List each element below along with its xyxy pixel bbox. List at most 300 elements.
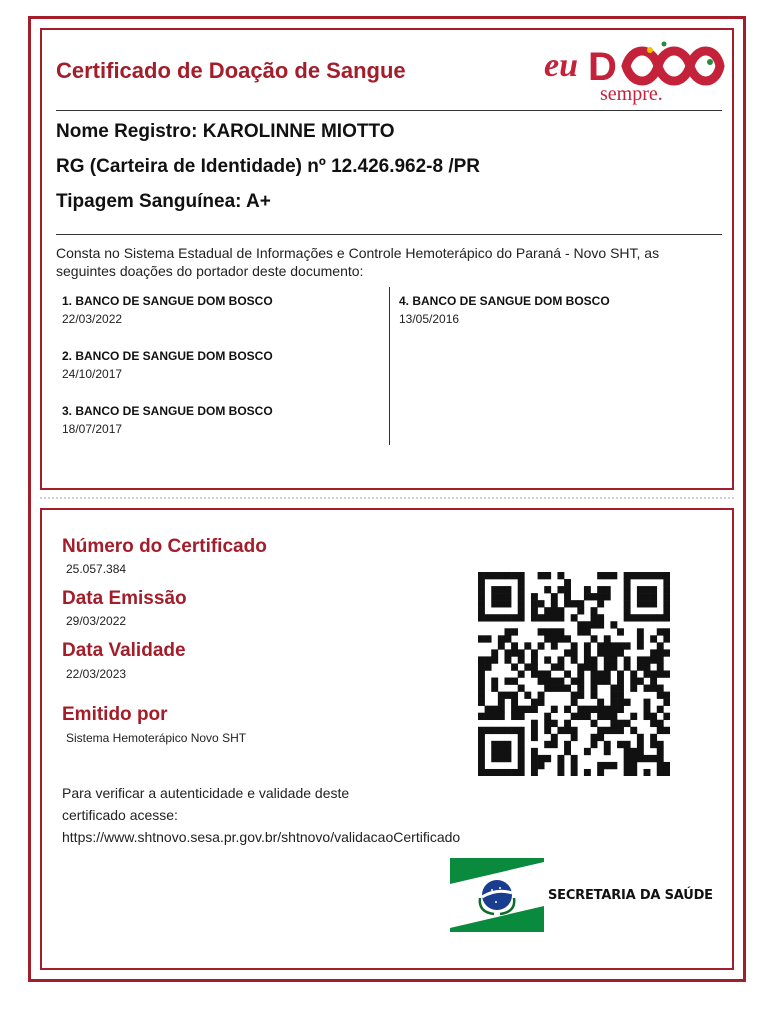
qr-module <box>557 614 564 621</box>
qr-module <box>624 593 631 600</box>
donation-item <box>62 294 273 326</box>
qr-module <box>524 692 531 699</box>
qr-module <box>663 649 670 656</box>
qr-module <box>504 692 511 699</box>
qr-module <box>491 748 498 755</box>
qr-module <box>518 600 525 607</box>
qr-module <box>557 572 564 579</box>
qr-module <box>504 593 511 600</box>
qr-module <box>577 685 584 692</box>
qr-module <box>531 600 538 607</box>
qr-module <box>485 663 492 670</box>
qr-module <box>498 572 505 579</box>
qr-module <box>544 656 551 663</box>
qr-module <box>498 713 505 720</box>
qr-module <box>610 656 617 663</box>
qr-code[interactable] <box>478 572 670 776</box>
qr-module <box>564 727 571 734</box>
qr-module <box>584 621 591 628</box>
qr-module <box>624 762 631 769</box>
name-registry: Nome Registro: KAROLINNE MIOTTO <box>56 121 395 142</box>
qr-module <box>663 579 670 586</box>
qr-module <box>538 600 545 607</box>
qr-module <box>571 699 578 706</box>
qr-module <box>657 706 664 713</box>
qr-module <box>504 741 511 748</box>
qr-module <box>564 670 571 677</box>
qr-module <box>657 670 664 677</box>
qr-module <box>604 635 611 642</box>
qr-module <box>657 692 664 699</box>
qr-module <box>478 656 485 663</box>
qr-module <box>663 727 670 734</box>
qr-module <box>498 699 505 706</box>
qr-module <box>617 692 624 699</box>
qr-module <box>571 678 578 685</box>
qr-module <box>538 755 545 762</box>
qr-module <box>544 614 551 621</box>
qr-module <box>551 628 558 635</box>
qr-module <box>637 635 644 642</box>
qr-module <box>564 586 571 593</box>
qr-module <box>498 600 505 607</box>
qr-module <box>551 593 558 600</box>
qr-module <box>544 572 551 579</box>
qr-module <box>597 734 604 741</box>
qr-module <box>657 572 664 579</box>
donation-date: 22/03/2022 <box>62 312 123 326</box>
qr-module <box>657 649 664 656</box>
qr-module <box>604 670 611 677</box>
qr-module <box>630 727 637 734</box>
qr-module <box>610 713 617 720</box>
qr-module <box>478 663 485 670</box>
qr-module <box>478 748 485 755</box>
qr-module <box>663 670 670 677</box>
qr-module <box>544 607 551 614</box>
qr-module <box>538 670 545 677</box>
logo-dot-green2-icon <box>662 42 667 47</box>
donation-bank: 3. BANCO DE SANGUE DOM BOSCO <box>62 404 273 418</box>
qr-module <box>557 656 564 663</box>
qr-module <box>657 741 664 748</box>
qr-module <box>478 593 485 600</box>
qr-module <box>577 607 584 614</box>
qr-module <box>478 692 485 699</box>
qr-module <box>584 663 591 670</box>
qr-module <box>485 614 492 621</box>
qr-module <box>498 593 505 600</box>
qr-module <box>663 699 670 706</box>
donation-date: 13/05/2016 <box>399 312 460 326</box>
qr-module <box>557 685 564 692</box>
qr-module <box>538 642 545 649</box>
qr-module <box>644 706 651 713</box>
qr-module <box>478 727 485 734</box>
qr-module <box>544 727 551 734</box>
qr-module <box>591 656 598 663</box>
qr-module <box>630 572 637 579</box>
qr-module <box>637 614 644 621</box>
qr-module <box>491 586 498 593</box>
qr-module <box>657 614 664 621</box>
qr-module <box>557 769 564 776</box>
qr-module <box>610 642 617 649</box>
qr-module <box>650 572 657 579</box>
qr-module <box>644 670 651 677</box>
qr-module <box>610 692 617 699</box>
qr-module <box>557 727 564 734</box>
qr-module <box>504 586 511 593</box>
qr-module <box>531 727 538 734</box>
qr-module <box>584 628 591 635</box>
qr-module <box>630 685 637 692</box>
qr-module <box>511 614 518 621</box>
qr-module <box>518 685 525 692</box>
qr-module <box>610 727 617 734</box>
qr-module <box>650 720 657 727</box>
qr-module <box>657 663 664 670</box>
qr-module <box>504 656 511 663</box>
eudoo-logo <box>540 36 730 106</box>
qr-module <box>485 727 492 734</box>
qr-module <box>584 656 591 663</box>
qr-module <box>478 762 485 769</box>
panel-separator <box>40 497 734 499</box>
qr-module <box>584 586 591 593</box>
qr-module <box>511 663 518 670</box>
qr-module <box>551 614 558 621</box>
qr-module <box>531 663 538 670</box>
qr-module <box>597 593 604 600</box>
qr-module <box>624 572 631 579</box>
qr-module <box>577 692 584 699</box>
qr-module <box>511 649 518 656</box>
qr-module <box>531 607 538 614</box>
qr-module <box>610 706 617 713</box>
qr-module <box>551 678 558 685</box>
page-title: Certificado de Doação de Sangue <box>56 58 406 83</box>
qr-module <box>637 600 644 607</box>
qr-module <box>504 727 511 734</box>
qr-module <box>557 755 564 762</box>
qr-module <box>551 734 558 741</box>
qr-module <box>491 727 498 734</box>
qr-module <box>650 656 657 663</box>
qr-module <box>551 600 558 607</box>
qr-module <box>485 706 492 713</box>
qr-module <box>610 762 617 769</box>
qr-module <box>518 706 525 713</box>
qr-module <box>624 699 631 706</box>
qr-module <box>478 607 485 614</box>
qr-module <box>538 628 545 635</box>
qr-module <box>584 593 591 600</box>
qr-module <box>591 692 598 699</box>
qr-module <box>637 663 644 670</box>
qr-module <box>511 706 518 713</box>
info-divider <box>56 234 722 235</box>
qr-module <box>617 741 624 748</box>
qr-module <box>504 678 511 685</box>
qr-module <box>644 586 651 593</box>
qr-module <box>577 628 584 635</box>
qr-module <box>663 635 670 642</box>
qr-module <box>650 678 657 685</box>
qr-module <box>644 755 651 762</box>
qr-module <box>544 713 551 720</box>
qr-module <box>597 642 604 649</box>
qr-module <box>650 685 657 692</box>
qr-module <box>657 755 664 762</box>
qr-module <box>637 755 644 762</box>
qr-module <box>531 699 538 706</box>
qr-module <box>571 600 578 607</box>
qr-module <box>650 586 657 593</box>
qr-module <box>610 720 617 727</box>
qr-module <box>617 678 624 685</box>
qr-module <box>551 685 558 692</box>
qr-module <box>577 713 584 720</box>
qr-module <box>551 642 558 649</box>
qr-module <box>617 685 624 692</box>
qr-module <box>478 741 485 748</box>
qr-module <box>498 692 505 699</box>
qr-module <box>630 769 637 776</box>
qr-module <box>637 593 644 600</box>
qr-module <box>624 579 631 586</box>
donation-item <box>62 349 273 381</box>
qr-module <box>491 685 498 692</box>
qr-module <box>478 635 485 642</box>
qr-module <box>518 727 525 734</box>
qr-module <box>617 706 624 713</box>
issuer-label: Emitido por <box>62 704 168 725</box>
qr-module <box>630 614 637 621</box>
qr-module <box>511 769 518 776</box>
qr-module <box>511 642 518 649</box>
qr-module <box>637 628 644 635</box>
qr-module <box>604 727 611 734</box>
qr-module <box>571 755 578 762</box>
qr-module <box>604 656 611 663</box>
secretaria-saude-label: SECRETARIA DA SAÚDE <box>548 888 713 903</box>
qr-module <box>531 755 538 762</box>
qr-module <box>491 600 498 607</box>
qr-module <box>531 720 538 727</box>
qr-module <box>644 769 651 776</box>
blood-type: Tipagem Sanguínea: A+ <box>56 191 271 212</box>
qr-module <box>478 614 485 621</box>
qr-module <box>597 727 604 734</box>
qr-module <box>518 762 525 769</box>
qr-module <box>637 656 644 663</box>
logo-dot-yellow-icon <box>647 47 653 53</box>
donation-item <box>399 294 610 326</box>
qr-module <box>511 692 518 699</box>
parana-flag-icon <box>450 858 544 932</box>
qr-module <box>644 713 651 720</box>
qr-module <box>604 741 611 748</box>
qr-module <box>604 649 611 656</box>
qr-module <box>478 755 485 762</box>
qr-module <box>571 649 578 656</box>
qr-module <box>644 685 651 692</box>
qr-module <box>557 762 564 769</box>
qr-module <box>663 769 670 776</box>
donation-date: 24/10/2017 <box>62 367 123 381</box>
certificate-number-value: 25.057.384 <box>66 562 127 576</box>
qr-module <box>604 748 611 755</box>
qr-module <box>531 614 538 621</box>
qr-module <box>577 600 584 607</box>
qr-module <box>518 593 525 600</box>
qr-module <box>498 741 505 748</box>
qr-module <box>511 713 518 720</box>
header-divider <box>56 110 722 111</box>
qr-module <box>630 748 637 755</box>
qr-module <box>551 607 558 614</box>
qr-module <box>624 614 631 621</box>
qr-module <box>485 713 492 720</box>
qr-module <box>637 748 644 755</box>
qr-module <box>485 635 492 642</box>
qr-module <box>577 621 584 628</box>
qr-module <box>557 663 564 670</box>
qr-module <box>485 656 492 663</box>
issuer-value: Sistema Hemoterápico Novo SHT <box>66 731 247 745</box>
qr-module <box>644 656 651 663</box>
validity-date-label: Data Validade <box>62 640 186 661</box>
qr-module <box>577 678 584 685</box>
qr-module <box>498 642 505 649</box>
qr-module <box>644 614 651 621</box>
qr-module <box>663 762 670 769</box>
qr-module <box>604 642 611 649</box>
qr-module <box>657 762 664 769</box>
qr-module <box>544 720 551 727</box>
qr-module <box>637 586 644 593</box>
qr-module <box>604 593 611 600</box>
qr-module <box>591 678 598 685</box>
qr-module <box>564 741 571 748</box>
qr-module <box>544 670 551 677</box>
qr-module <box>504 769 511 776</box>
qr-module <box>650 593 657 600</box>
qr-module <box>498 586 505 593</box>
qr-module <box>637 642 644 649</box>
qr-module <box>531 762 538 769</box>
qr-module <box>491 713 498 720</box>
qr-module <box>617 628 624 635</box>
qr-module <box>557 678 564 685</box>
qr-module <box>577 670 584 677</box>
qr-module <box>504 572 511 579</box>
qr-module <box>538 572 545 579</box>
qr-module <box>597 614 604 621</box>
qr-module <box>624 741 631 748</box>
qr-module <box>531 706 538 713</box>
qr-module <box>518 607 525 614</box>
qr-module <box>518 741 525 748</box>
logo-d-text: D <box>588 45 615 89</box>
qr-module <box>617 720 624 727</box>
qr-module <box>544 741 551 748</box>
qr-module <box>531 748 538 755</box>
qr-module <box>544 628 551 635</box>
qr-module <box>511 699 518 706</box>
qr-module <box>630 755 637 762</box>
qr-module <box>531 769 538 776</box>
qr-module <box>591 685 598 692</box>
qr-module <box>577 663 584 670</box>
qr-module <box>591 593 598 600</box>
qr-module <box>604 678 611 685</box>
qr-module <box>657 748 664 755</box>
qr-module <box>571 642 578 649</box>
qr-module <box>610 699 617 706</box>
qr-module <box>597 706 604 713</box>
qr-module <box>544 685 551 692</box>
donation-bank: 2. BANCO DE SANGUE DOM BOSCO <box>62 349 273 363</box>
qr-module <box>518 670 525 677</box>
qr-module <box>511 727 518 734</box>
qr-module <box>624 755 631 762</box>
qr-module <box>617 642 624 649</box>
issue-date-value: 29/03/2022 <box>66 614 127 628</box>
qr-module <box>650 670 657 677</box>
qr-module <box>663 593 670 600</box>
qr-module <box>518 614 525 621</box>
qr-module <box>584 769 591 776</box>
qr-module <box>551 663 558 670</box>
flag-star-icon <box>491 889 493 891</box>
qr-module <box>498 614 505 621</box>
qr-module <box>511 628 518 635</box>
qr-module <box>571 656 578 663</box>
qr-module <box>624 748 631 755</box>
qr-module <box>538 699 545 706</box>
qr-module <box>544 755 551 762</box>
qr-module <box>518 713 525 720</box>
qr-module <box>504 635 511 642</box>
qr-module <box>557 635 564 642</box>
qr-module <box>531 670 538 677</box>
qr-module <box>650 741 657 748</box>
flag-star-icon <box>495 901 497 903</box>
qr-module <box>637 741 644 748</box>
qr-module <box>657 685 664 692</box>
qr-module <box>551 635 558 642</box>
qr-module <box>591 734 598 741</box>
qr-module <box>478 734 485 741</box>
qr-module <box>564 685 571 692</box>
qr-module <box>597 572 604 579</box>
qr-module <box>478 685 485 692</box>
qr-module <box>657 628 664 635</box>
qr-module <box>637 572 644 579</box>
qr-module <box>544 586 551 593</box>
qr-module <box>591 635 598 642</box>
qr-module <box>498 755 505 762</box>
qr-module <box>564 748 571 755</box>
qr-module <box>624 642 631 649</box>
qr-module <box>538 762 545 769</box>
qr-module <box>557 628 564 635</box>
qr-module <box>663 713 670 720</box>
qr-module <box>478 586 485 593</box>
logo-eu-text: eu <box>544 47 578 84</box>
